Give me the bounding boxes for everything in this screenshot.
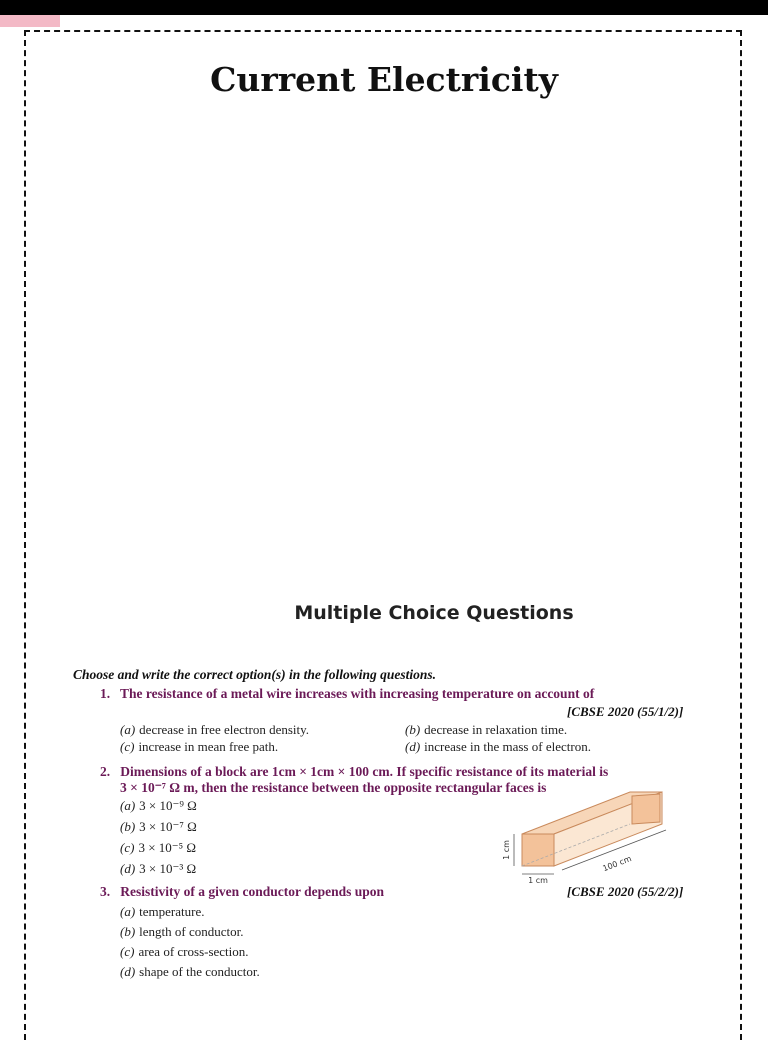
option-label: (d) [120,861,136,876]
question-1 [100,686,594,702]
length-label: 100 cm [601,854,633,874]
option-1a [120,722,309,738]
option-text: decrease in relaxation time. [424,722,568,737]
option-1b [405,722,567,738]
option-label: (c) [120,944,135,959]
option-text: decrease in free electron density. [139,722,310,737]
pink-tab-marker [0,15,60,27]
option-1c [120,739,278,755]
height-label: 1 cm [502,840,511,860]
option-text: 3 × 10⁻³ Ω [139,861,197,876]
section-title: Multiple Choice Questions [294,602,574,624]
question-2-line2: 3 × 10⁻⁷ Ω m, then the resistance between the opposite rectangular faces is [120,780,547,795]
option-label: (c) [120,840,135,855]
option-2b [120,819,197,835]
question-2 [100,764,608,780]
question-3-source: [CBSE 2020 (55/2/2)] [567,884,684,899]
instructions: Choose and write the correct option(s) in the following questions. [73,667,437,682]
option-text: 3 × 10⁻⁵ Ω [138,840,197,855]
question-text-line1: Dimensions of a block are 1cm × 1cm × 100 cm. If specific resistance of its material is [120,764,609,779]
option-3c [120,944,249,960]
option-label: (a) [120,722,136,737]
option-label: (a) [120,904,136,919]
option-3b [120,924,244,940]
question-3 [100,884,384,900]
option-label: (d) [120,964,136,979]
block-near-end-face [522,834,554,866]
option-1d [405,739,591,755]
option-text: shape of the conductor. [139,964,260,979]
option-2a [120,798,197,814]
option-label: (b) [120,819,136,834]
option-label: (d) [405,739,421,754]
option-label: (c) [120,739,135,754]
option-text: area of cross-section. [138,944,249,959]
option-text: 3 × 10⁻⁹ Ω [139,798,197,813]
option-3a [120,904,205,920]
option-label: (b) [120,924,136,939]
option-2c [120,840,196,856]
question-text: Resistivity of a given conductor depends upon [120,884,385,899]
option-text: increase in the mass of electron. [424,739,591,754]
option-3d [120,964,260,980]
option-label: (a) [120,798,136,813]
option-label: (b) [405,722,421,737]
option-text: length of conductor. [139,924,244,939]
top-bar [0,0,768,15]
option-text: increase in mean free path. [138,739,279,754]
option-text: temperature. [139,904,205,919]
question-text: The resistance of a metal wire increases with increasing temperature on account of [120,686,595,701]
question-number: 3. [100,884,111,899]
question-1-source: [CBSE 2020 (55/1/2)] [567,704,684,719]
question-number: 1. [100,686,111,701]
page-title: Current Electricity [210,60,558,99]
question-number: 2. [100,764,111,779]
block-far-end-face [632,794,660,824]
option-2d [120,861,196,877]
width-label: 1 cm [528,876,548,885]
option-text: 3 × 10⁻⁷ Ω [139,819,197,834]
block-figure [500,786,700,888]
